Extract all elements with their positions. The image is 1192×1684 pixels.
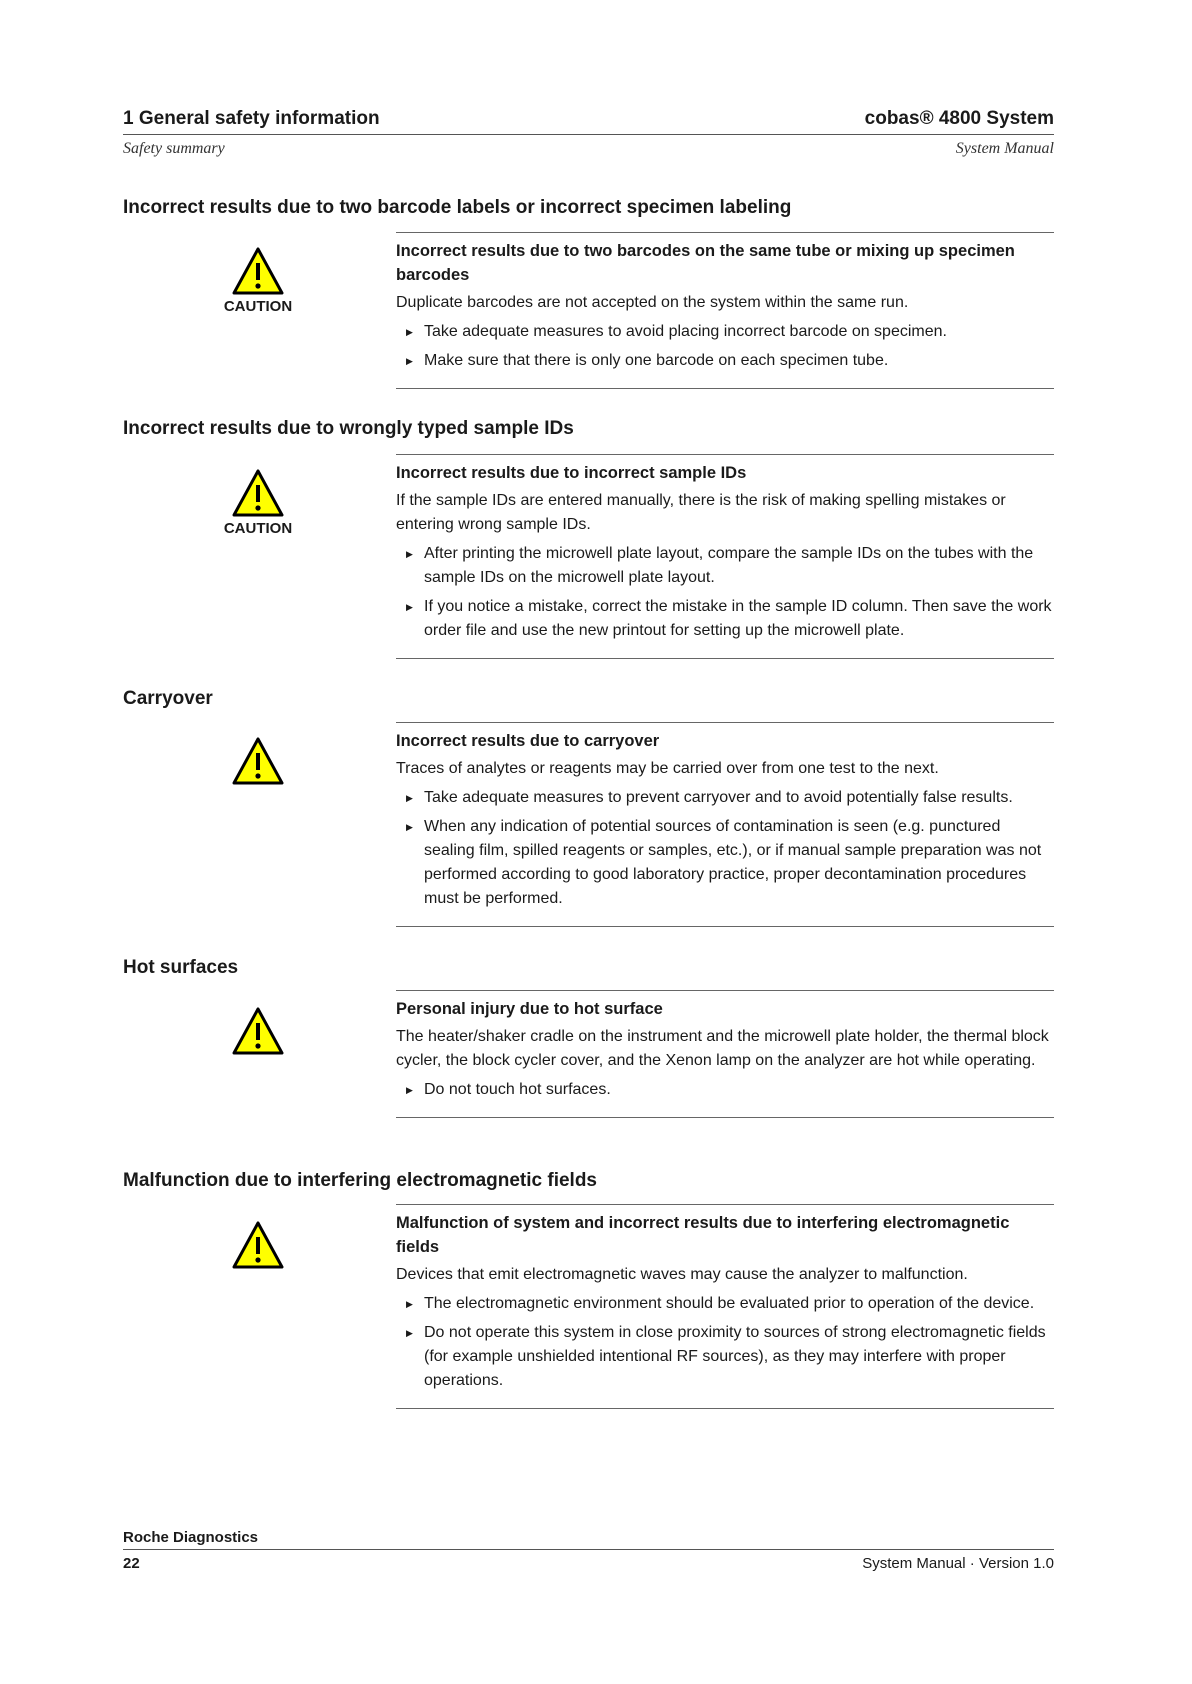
box-text: The heater/shaker cradle on the instrument and the microwell plate holder, the thermal block cycler, the block cycler cover, and the Xenon lamp on the analyzer are hot while operating. [396,1028,1049,1069]
safety-box-barcode [396,232,1054,389]
caution-warning-barcode [218,246,298,315]
footer-rule [123,1549,1054,1550]
safety-box-electromagnetic [396,1204,1054,1409]
safety-box-sample-ids [396,454,1054,659]
list-item: ▶ Do not touch hot surfaces. [396,1078,1054,1102]
section-heading-hot-surfaces: Hot surfaces [123,957,239,978]
product-title: cobas® 4800 System [864,108,1054,129]
warning-triangle-icon [231,1006,285,1056]
warning-triangle-icon [231,1220,285,1270]
box-title: Personal injury due to hot surface [396,1000,663,1018]
list-item: ▶ When any indication of potential sources of contamination is seen (e.g. punctured sealing film, spilled reagents or samples, etc.), or if manual sample preparation was not performed according to good laboratory practice, proper decontamination procedures must be performed. [396,815,1054,911]
bullet-list [396,1292,1054,1393]
box-text: Duplicate barcodes are not accepted on the system within the same run. [396,294,909,311]
box-text: If the sample IDs are entered manually, there is the risk of making spelling mistakes or entering wrong sample IDs. [396,492,1006,533]
box-title: Malfunction of system and incorrect results due to interfering electromagnetic fields [396,1214,1010,1256]
section-heading-carryover: Carryover [123,688,213,709]
bullet-list [396,542,1054,643]
box-title: Incorrect results due to incorrect sample IDs [396,464,747,482]
list-item: ▶ Do not operate this system in close proximity to sources of strong electromagnetic fields (for example unshielded intentional RF sources), as they may interfere with proper operations. [396,1321,1054,1393]
bullet-list [396,320,1054,373]
section-subtitle: Safety summary [123,140,225,157]
caution-warning-sample-ids [218,468,298,537]
list-item: ▶ Take adequate measures to prevent carryover and to avoid potentially false results. [396,786,1054,810]
manual-subtitle: System Manual [955,140,1054,157]
list-item: ▶ Take adequate measures to avoid placing incorrect barcode on specimen. [396,320,1054,344]
warning-triangle-icon [231,468,285,518]
caution-label: CAUTION [223,520,293,537]
section-heading-sample-ids: Incorrect results due to wrongly typed sample IDs [123,418,574,439]
list-item: ▶ The electromagnetic environment should be evaluated prior to operation of the device. [396,1292,1054,1316]
footer-version: System Manual · Version 1.0 [862,1555,1054,1572]
warning-carryover [218,736,298,786]
box-title: Incorrect results due to two barcodes on the same tube or mixing up specimen barcodes [396,242,1015,284]
list-item: ▶ If you notice a mistake, correct the mistake in the sample ID column. Then save the work order file and use the new printout for setting up the microwell plate. [396,595,1054,643]
list-item: ▶ Make sure that there is only one barcode on each specimen tube. [396,349,1054,373]
list-item: ▶ After printing the microwell plate layout, compare the sample IDs on the tubes with the sample IDs on the microwell plate layout. [396,542,1054,590]
section-heading-electromagnetic: Malfunction due to interfering electromagnetic fields [123,1170,597,1191]
section-heading-barcode: Incorrect results due to two barcode labels or incorrect specimen labeling [123,197,792,218]
header-rule [123,134,1054,135]
box-text: Devices that emit electromagnetic waves may cause the analyzer to malfunction. [396,1266,968,1283]
box-text: Traces of analytes or reagents may be carried over from one test to the next. [396,760,939,777]
safety-box-hot-surfaces [396,990,1054,1118]
bullet-list [396,1078,1054,1102]
bullet-list [396,786,1054,911]
footer-brand: Roche Diagnostics [123,1529,259,1546]
safety-box-carryover [396,722,1054,927]
warning-hot-surfaces [218,1006,298,1056]
page-number: 22 [123,1555,140,1572]
warning-electromagnetic [218,1220,298,1270]
caution-label: CAUTION [223,298,293,315]
box-title: Incorrect results due to carryover [396,732,660,750]
chapter-title: 1 General safety information [123,108,380,129]
warning-triangle-icon [231,736,285,786]
warning-triangle-icon [231,246,285,296]
